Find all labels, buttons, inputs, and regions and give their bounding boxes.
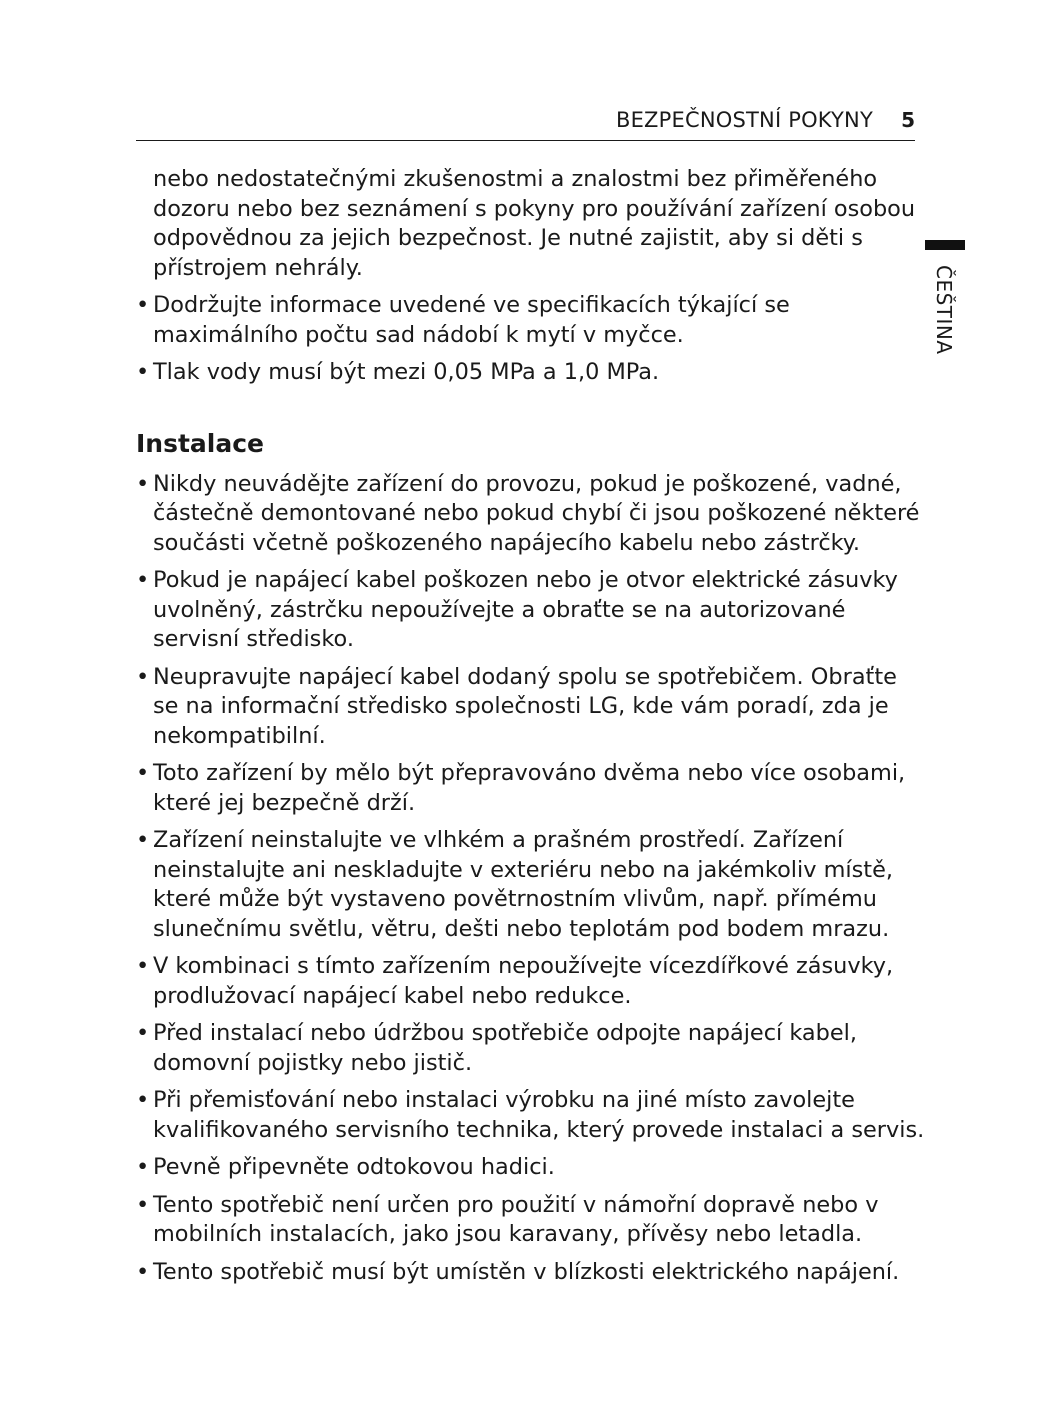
list-item-text: Tento spotřebič musí být umístěn v blízkosti elektrického napájení. xyxy=(153,1258,900,1285)
bullet-icon: • xyxy=(136,470,150,497)
bullet-icon: • xyxy=(136,1191,150,1218)
list-item-text: Zařízení neinstalujte ve vlhkém a prašném prostředí. Zařízení neinstalujte ani neskladujte v exteriéru nebo na jakémkoliv místě, které může být vystaveno povětrnostním vlivům, např. přímému slunečnímu světlu, větru, dešti nebo teplotám pod bodem mrazu. xyxy=(153,827,893,942)
page-body xyxy=(136,165,926,1295)
list-item xyxy=(136,1191,926,1250)
list-item xyxy=(136,759,926,818)
bullet-icon: • xyxy=(136,953,150,979)
bullet-icon: • xyxy=(136,359,150,385)
list-item xyxy=(136,470,926,559)
bullet-icon: • xyxy=(136,1154,150,1180)
list-item-text: Tlak vody musí být mezi 0,05 MPa a 1,0 MPa. xyxy=(153,359,660,385)
bullet-icon: • xyxy=(136,663,150,690)
list-item-text: V kombinaci s tímto zařízením nepoužívejte vícezdířkové zásuvky, prodlužovací napájecí kabel nebo redukce. xyxy=(153,953,894,1009)
list-item-text: Dodržujte informace uvedené ve specifikacích týkající se maximálního počtu sad nádobí k mytí v myčce. xyxy=(153,292,790,348)
list-item xyxy=(136,291,926,350)
language-tab-label: ČEŠTINA xyxy=(932,265,956,355)
installation-bullet-list xyxy=(136,470,926,1288)
list-item xyxy=(136,566,926,655)
page-header xyxy=(136,104,915,141)
list-item xyxy=(136,663,926,752)
list-item-text: Nikdy neuvádějte zařízení do provozu, pokud je poškozené, vadné, částečně demontované nebo pokud chybí či jsou poškozené některé součásti včetně poškozeného napájecího kabelu nebo zástrčky. xyxy=(153,470,920,556)
list-item xyxy=(136,1153,926,1183)
list-item xyxy=(136,1086,926,1145)
bullet-icon: • xyxy=(136,827,150,853)
continued-paragraph: nebo nedostatečnými zkušenostmi a znalostmi bez přiměřeného dozoru nebo bez seznámení s pokyny pro používání zařízení osobou odpovědnou za jejich bezpečnost. Je nutné zajistit, aby si děti s přístrojem nehrály. xyxy=(153,166,916,281)
list-item-text: Pevně připevněte odtokovou hadici. xyxy=(153,1154,555,1180)
list-item-text: Tento spotřebič není určen pro použití v námořní dopravě nebo v mobilních instalacích, jako jsou karavany, přívěsy nebo letadla. xyxy=(153,1191,879,1247)
section-heading: Instalace xyxy=(136,428,265,458)
list-item xyxy=(136,826,926,944)
list-item-text: Pokud je napájecí kabel poškozen nebo je otvor elektrické zásuvky uvolněný, zástrčku nepoužívejte a obraťte se na autorizované servisní středisko. xyxy=(153,567,898,652)
page-number: 5 xyxy=(901,108,915,132)
bullet-icon: • xyxy=(136,567,150,593)
language-tab-marker xyxy=(925,240,965,250)
bullet-icon: • xyxy=(136,1087,150,1113)
bullet-icon: • xyxy=(136,1258,150,1285)
list-item xyxy=(136,1258,926,1288)
list-item-text: Neupravujte napájecí kabel dodaný spolu se spotřebičem. Obraťte se na informační středisko společnosti LG, kde vám poradí, zda je nekompatibilní. xyxy=(153,663,897,749)
list-item xyxy=(136,952,926,1011)
list-item-text: Před instalací nebo údržbou spotřebiče odpojte napájecí kabel, domovní pojistky nebo jistič. xyxy=(153,1020,857,1076)
list-item xyxy=(136,1019,926,1078)
header-title: BEZPEČNOSTNÍ POKYNY xyxy=(615,108,873,132)
list-item xyxy=(136,358,926,388)
bullet-icon: • xyxy=(136,292,150,318)
intro-bullet-list xyxy=(136,291,926,388)
bullet-icon: • xyxy=(136,760,150,786)
list-item-text: Toto zařízení by mělo být přepravováno dvěma nebo více osobami, které jej bezpečně drží. xyxy=(153,760,906,816)
bullet-icon: • xyxy=(136,1020,150,1046)
list-item-text: Při přemisťování nebo instalaci výrobku na jiné místo zavolejte kvalifikovaného servisního technika, který provede instalaci a servis. xyxy=(153,1087,925,1143)
